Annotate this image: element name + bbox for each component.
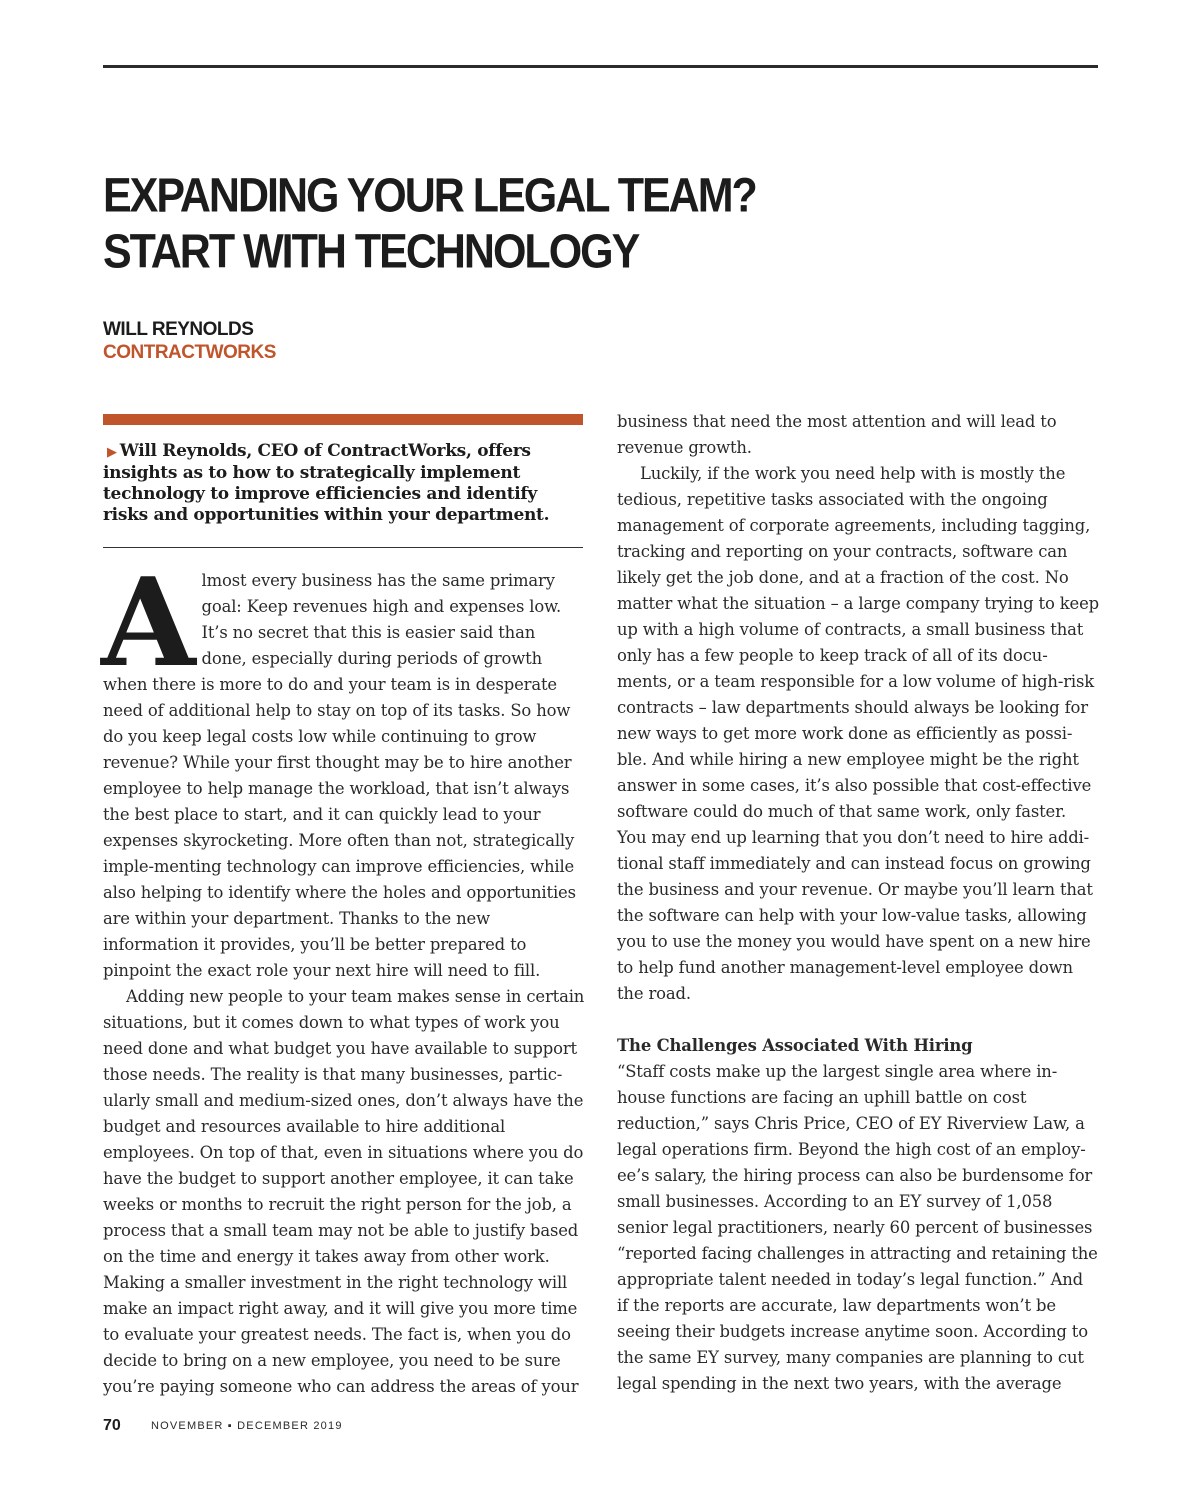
article-deck (103, 441, 583, 526)
headline-line-1: EXPANDING YOUR LEGAL TEAM? (103, 169, 756, 223)
body-paragraph: “Staff costs make up the largest single area where in-house functions are facing an uphill battle on cost reduction,” says Chris Price, CEO of EY Riverview Law, a legal operations firm. Beyond the high cost of an employ-ee’s salary, the hiring process can also be burdensome for small businesses. According to an EY survey of 1,058 senior legal practitioners, nearly 60 percent of businesses “reported facing challenges in attracting and retaining the appropriate talent needed in today’s legal function.” And if the reports are accurate, law departments won’t be seeing their budgets increase anytime soon. According to the same EY survey, many companies are planning to cut legal spending in the next two years, with the average (617, 1062, 1098, 1393)
paragraph-text: lmost every business has the same primary goal: Keep revenues high and expenses low. It’s no secret that this is easier said than done, especially during periods of growth when there is more to do and your team is in desperate need of additional help to stay on top of its tasks. So how do you keep legal costs low while continuing to grow revenue? While your first thought may be to hire another employee to help manage the workload, that isn’t always the best place to start, and it can quickly lead to your expenses skyrocketing. More often than not, strategically imple-menting technology can improve efficiencies, while also helping to identify where the holes and opportunities are within your department. Thanks to the new information it provides, you’ll be better prepared to pinpoint the exact role your next hire will need to fill. (103, 571, 576, 980)
section-subhead: The Challenges Associated With Hiring (617, 1036, 973, 1055)
drop-cap: A (101, 550, 196, 694)
author-company: CONTRACTWORKS (103, 342, 276, 363)
body-paragraph: Adding new people to your team makes sense in certain situations, but it comes down to what types of work you need done and what budget you have available to support those needs. The reality is that many businesses, partic-ularly small and medium-sized ones, don’t always have the budget and resources available to hire additional employees. On top of that, even in situations where you do have the budget to support another employee, it can take weeks or months to recruit the right person for the job, a process that a small team may not be able to justify based on the time and energy it takes away from other work. Making a smaller investment in the right technology will make an impact right away, and it will give you more time to evaluate your greatest needs. The fact is, when you do decide to bring on a new employee, you need to be sure you’re paying someone who can address the areas of your (103, 987, 585, 1396)
deck-divider (103, 547, 583, 548)
body-paragraph (101, 550, 585, 984)
page-number: 70 (103, 1417, 121, 1434)
body-paragraph: Luckily, if the work you need help with is mostly the tedious, repetitive tasks associated with the ongoing management of corporate agreements, including tagging, tracking and reporting on your contracts, software can likely get the job done, and at a fraction of the cost. No matter what the situation – a large company trying to keep up with a high volume of contracts, a small business that only has a few people to keep track of all of its docu-ments, or a team responsible for a low volume of high-risk contracts – law departments should always be looking for new ways to get more work done as efficiently as possi-ble. And while hiring a new employee might be the right answer in some cases, it’s also possible that cost-effective software could do much of that same work, only faster. You may end up learning that you don’t need to hire addi-tional staff immediately and can instead focus on growing the business and your revenue. Or maybe you’ll learn that the software can help with your low-value tasks, allowing you to use the money you would have spent on a new hire to help fund another management-level employee down the road. (617, 464, 1099, 1003)
deck-accent-bar (103, 414, 583, 425)
triangle-right-icon: ▶ (107, 445, 117, 460)
article-headline (103, 168, 1103, 280)
top-rule (103, 65, 1098, 68)
deck-text: Will Reynolds, CEO of ContractWorks, offers insights as to how to strategically implement technology to improve efficiencies and identify risks and opportunities within your department. (103, 441, 550, 525)
body-column-right (617, 409, 1099, 1397)
issue-date: NOVEMBER ▪ DECEMBER 2019 (151, 1420, 343, 1432)
body-column-left (101, 550, 585, 1400)
author-name: WILL REYNOLDS (103, 319, 254, 340)
body-paragraph: business that need the most attention and will lead to revenue growth. (617, 412, 1057, 457)
headline-line-2: START WITH TECHNOLOGY (103, 225, 639, 279)
